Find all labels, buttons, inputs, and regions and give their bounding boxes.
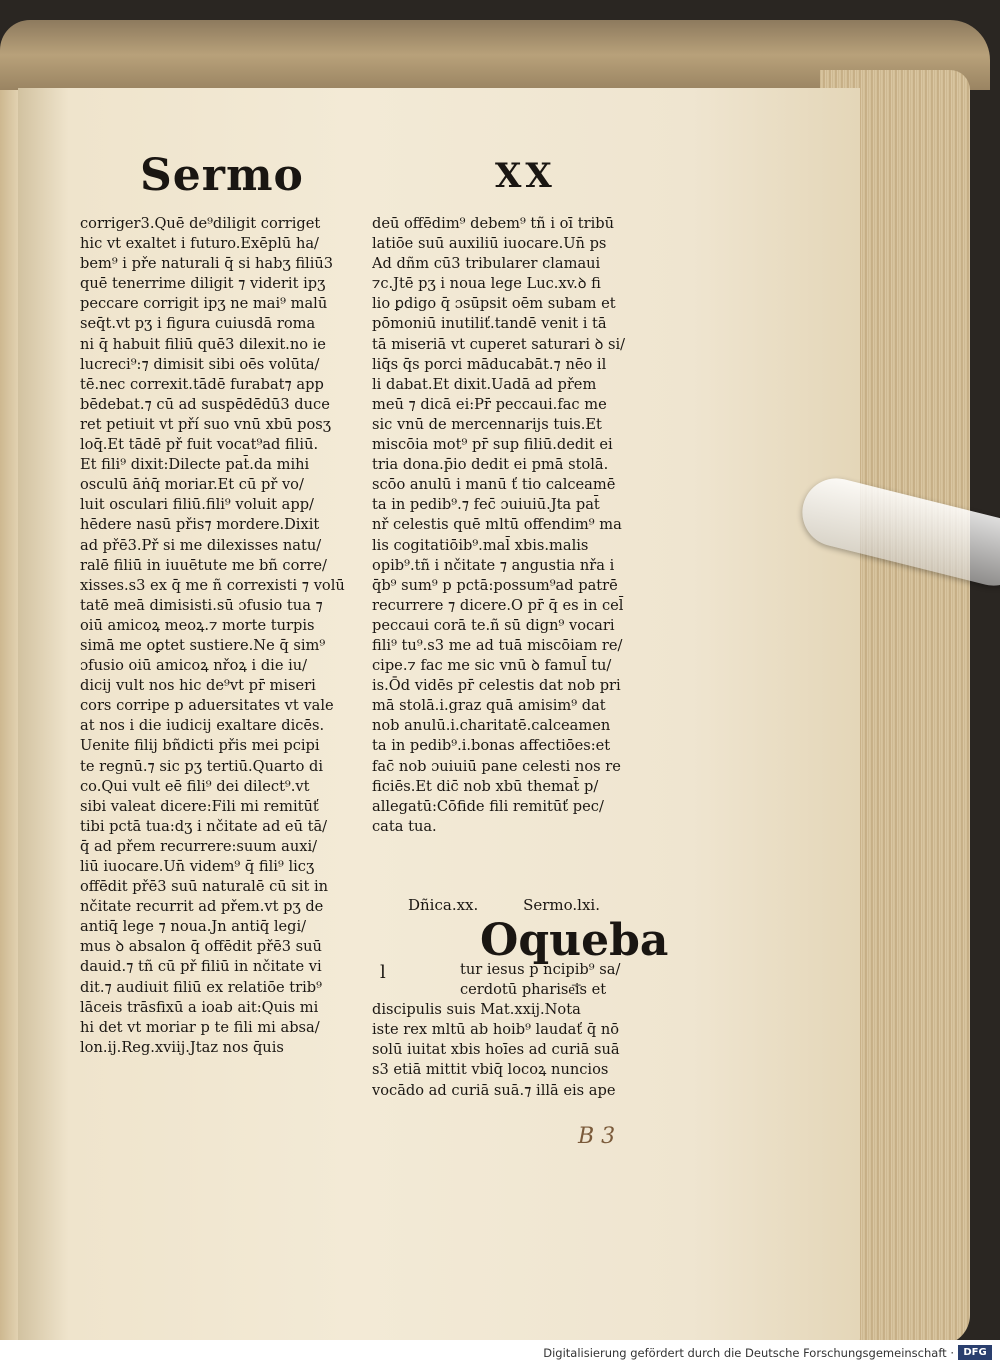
text-line: pōmoniū inutiliť.tandē venit i tā	[372, 315, 607, 333]
dominica-label: Dñica.xx.	[408, 896, 479, 914]
text-line: ret petiuit vt pří suo vnū xbū posʒ	[80, 415, 332, 433]
text-line: vocādo ad curiā suā.⁊ illā eis ape	[372, 1081, 616, 1099]
text-line: meū ⁊ dicā ei:Pr̄ peccaui.fac me	[372, 395, 607, 413]
text-line: dit.⁊ audiuit filiū ex relatiōe trib⁹	[80, 978, 322, 996]
text-line: fili⁹ tu⁹.s3 me ad tuā miscōiam re/	[372, 636, 623, 654]
folio-number: XX	[495, 156, 556, 196]
page-header	[140, 150, 640, 210]
text-line: xisses.s3 ex q̄ me ñ correxisti ⁊ volū	[80, 576, 345, 594]
text-line: tur iesus p ncipib⁹ sa/	[460, 961, 621, 978]
signature-mark: B 3	[578, 1124, 616, 1149]
text-line: ad přē3.Př si me dilexisses natu/	[80, 536, 322, 554]
text-line: recurrere ⁊ dicere.O pr̄ q̄ es in cel̄	[372, 596, 624, 614]
text-line: Et fili⁹ dixit:Dilecte pat̄.da mihi	[80, 456, 310, 474]
text-line: tā miseriā vt cuperet saturari ꝺ si/	[372, 335, 626, 353]
text-line: ralē filiū in iuuētute me bñ corre/	[80, 556, 327, 574]
text-line: allegatū:Cōfide fili remitūť pec/	[372, 797, 604, 815]
text-line: nob anulū.i.charitatē.calceamen	[372, 717, 611, 735]
text-line: cata tua.	[372, 817, 437, 835]
text-line: corriger3.Quē de⁹diligit corriget	[80, 215, 321, 232]
text-line: mā stolā.i.graz quā amisim⁹ dat	[372, 697, 606, 715]
text-line: is.Ōd vidēs pr̄ celestis dat nob pri	[372, 677, 621, 695]
text-line: offēdit přē3 suū naturalē cū sit in	[80, 878, 329, 896]
text-line: dicij vult nos hic de⁹vt pr̄ miseri	[80, 677, 316, 695]
text-line: discipulis suis Mat.xxij.Nota	[372, 1001, 581, 1019]
right-text-column	[372, 214, 657, 837]
text-line: fac̄ nob ɔuiuiū pane celesti nos re	[372, 757, 621, 775]
text-line: tria dona.p̄io dedit ei pmā stolā.	[372, 456, 609, 474]
text-line: seq̄t.vt pʒ i figura cuiusdā roma	[80, 315, 316, 333]
left-text-column	[80, 214, 365, 1058]
running-title: Sermo	[140, 150, 304, 201]
text-line: luit osculari filiū.fili⁹ voluit app/	[80, 496, 314, 514]
text-line: tibi pctā tua:dʒ i nčitate ad eū tā/	[80, 817, 328, 835]
text-line: antiq̄ lege ⁊ noua.Jn antiq̄ legi/	[80, 918, 307, 936]
text-line: dauid.⁊ tñ cū př filiū in nčitate vi	[80, 958, 322, 976]
text-line: deū offēdim⁹ debem⁹ tñ i oī tribū	[372, 215, 614, 232]
text-line: miscōia mot⁹ pr̄ sup filiū.dedit ei	[372, 436, 613, 454]
text-line: cipe.⁊ fac me sic vnū ꝺ famul̄ tu/	[372, 657, 612, 675]
text-line: opib⁹.tñ i nčitate ⁊ angustia nřa i	[372, 556, 615, 574]
text-line: oiū amicoꝝ meoꝝ.⁊ morte turpis	[80, 616, 315, 634]
text-line: li dabat.Et dixit.Uadā ad přem	[372, 375, 597, 393]
text-line: cors corripe p aduersitates vt vale	[80, 697, 334, 715]
text-line: bēdebat.⁊ cū ad suspēdēdū3 duce	[80, 395, 330, 413]
text-line: q̄b⁹ sum⁹ p pctā:possum⁹ad patrē	[372, 576, 618, 594]
text-line: sibi valeat dicere:Fili mi remitūť	[80, 797, 319, 815]
text-line: tē.nec correxit.tādē furabat⁊ app	[80, 375, 324, 393]
initial-letter: l	[380, 962, 386, 983]
text-line: cerdotū pharise͞is et	[460, 981, 607, 999]
text-line: ficiēs.Et dic̄ nob xbū themat̄ p/	[372, 777, 599, 795]
text-line: ɔfusio oiū amicoꝝ nřoꝝ i die iu/	[80, 657, 308, 675]
sermon-text	[372, 960, 660, 1101]
text-line: hi det vt moriar p te fili mi absa/	[80, 1018, 320, 1036]
text-line: at nos i die iudicij exaltare dicēs.	[80, 717, 325, 735]
text-line: solū iuitat xbis hoīes ad curiā suā	[372, 1041, 620, 1059]
text-line: ni q̄ habuit filiū quē3 dilexit.no ie	[80, 335, 326, 353]
text-line: quē tenerrime diligit ⁊ viderit ipʒ	[80, 275, 326, 293]
text-line: iste rex mltū ab hoib⁹ laudať q̄ nō	[372, 1021, 620, 1039]
text-line: latiōe suū auxiliū iuocare.Un̄ ps	[372, 235, 607, 253]
text-line: peccare corrigit ipʒ ne mai⁹ malū	[80, 295, 328, 313]
sermo-label: Sermo.lxi.	[523, 896, 600, 914]
text-line: bem⁹ i pře naturali q̄ si habʒ filiū3	[80, 255, 334, 273]
text-line: tatē meā dimisisti.sū ɔfusio tua ⁊	[80, 596, 323, 614]
text-line: osculū āṅq̄ moriar.Et cū př vo/	[80, 476, 304, 494]
text-line: nř celestis quē mltū offendim⁹ ma	[372, 516, 622, 534]
text-line: peccaui corā te.ñ sū dign⁹ vocari	[372, 616, 615, 634]
text-line: simā me oꝑtet sustiere.Ne q̄ sim⁹	[80, 636, 326, 654]
footer-credit: Digitalisierung gefördert durch die Deutsche Forschungsgemeinschaft ·	[543, 1346, 954, 1360]
text-line: mus ꝺ absalon q̄ offēdit přē3 suū	[80, 938, 322, 956]
initial-word: Oqueba	[480, 915, 669, 966]
text-line: sic vnū de mercennarijs tuis.Et	[372, 415, 602, 433]
sermon-heading	[408, 896, 658, 914]
text-line: lucreci⁹:⁊ dimisit sibi oēs volūta/	[80, 355, 320, 373]
text-line: ta in pedib⁹.⁊ fec̄ ɔuiuiū.Jta pat̄	[372, 496, 600, 514]
text-line: liq̄s q̄s porci māducabāt.⁊ nēo il	[372, 355, 607, 373]
text-line: te regnū.⁊ sic pʒ tertiū.Quarto di	[80, 757, 323, 775]
footer	[0, 1341, 1000, 1364]
text-line: lio ꝑdigo q̄ ɔsūpsit oēm subam et	[372, 295, 616, 313]
text-line: lon.ij.Reg.xviij.Jtaz nos q̄uis	[80, 1038, 284, 1056]
text-line: hēdere nasū přis⁊ mordere.Dixit	[80, 516, 320, 534]
text-line: q̄ ad přem recurrere:suum auxi/	[80, 837, 318, 855]
text-line: liū iuocare.Un̄ videm⁹ q̄ fili⁹ licʒ	[80, 858, 315, 875]
text-line: lis cogitatiōib⁹.mal̄ xbis.malis	[372, 536, 589, 554]
text-line: Ad dñm cū3 tribularer clamaui	[372, 255, 601, 273]
text-line: s3 etiā mittit vbiq̄ locoꝝ nuncios	[372, 1061, 609, 1079]
text-line: loq̄.Et tādē př fuit vocat⁹ad filiū.	[80, 436, 319, 454]
text-line: nčitate recurrit ad přem.vt pʒ de	[80, 898, 324, 916]
text-line: lāceis trāsfixū a ioab ait:Quis mi	[80, 998, 319, 1016]
text-line: co.Qui vult eē fili⁹ dei dilect⁹.vt	[80, 777, 310, 795]
dfg-logo: DFG	[958, 1345, 992, 1360]
text-line: Uenite filij bñdicti přis mei pcipi	[80, 737, 320, 755]
text-line: hic vt exaltet i futuro.Exēplū ha/	[80, 235, 319, 253]
text-line: ta in pedib⁹.i.bonas affectiōes:et	[372, 737, 611, 755]
text-line: ⁊c.Jtē pʒ i noua lege Luc.xv.ꝺ fi	[372, 275, 601, 293]
text-line: scōo anulū i manū ť tio calceamē	[372, 476, 616, 494]
